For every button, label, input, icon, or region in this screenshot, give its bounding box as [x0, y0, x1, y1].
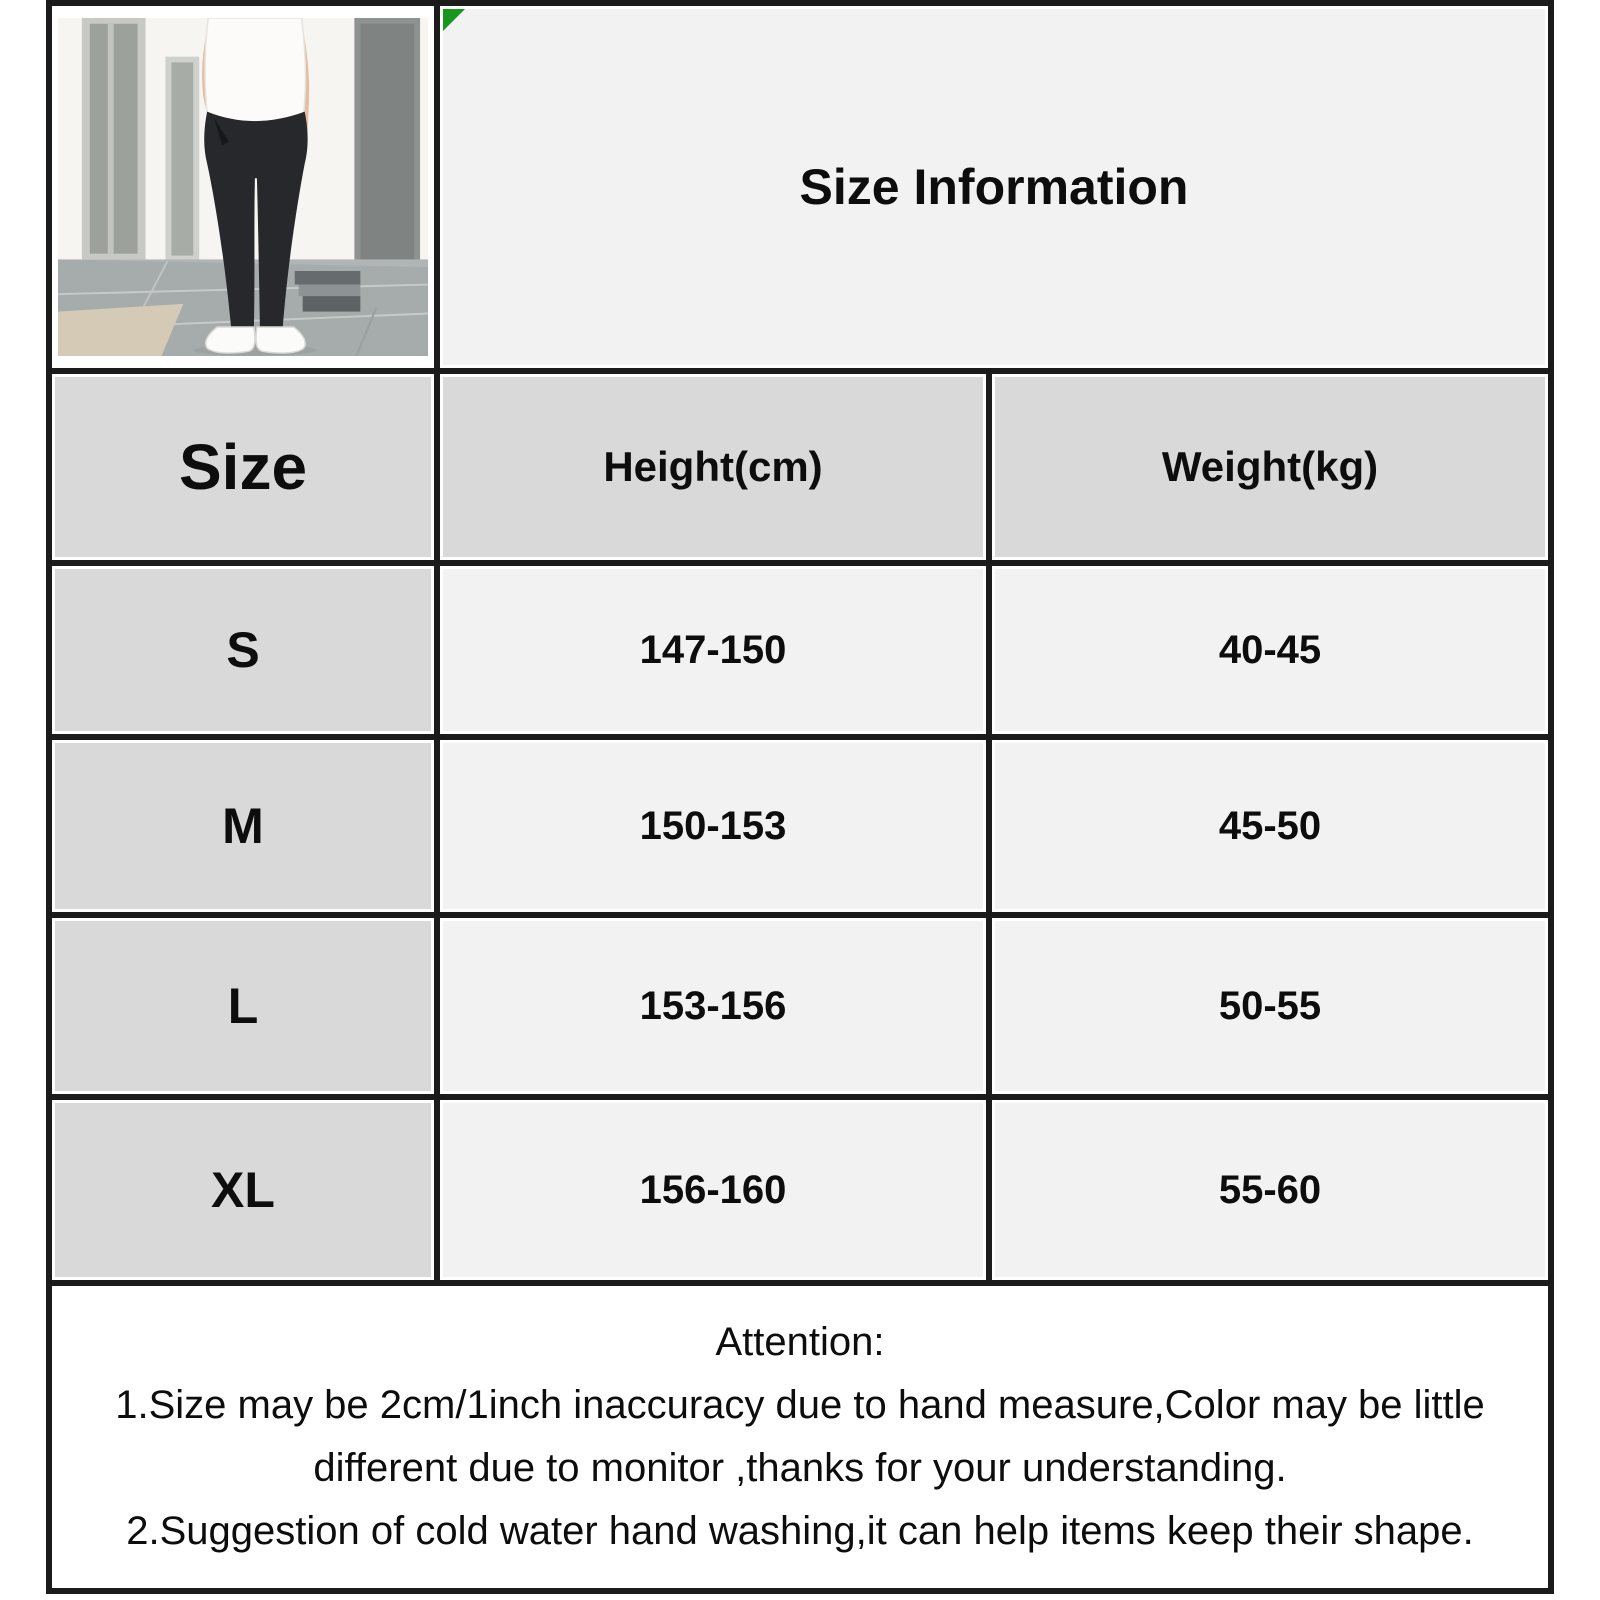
weight-value: 50-55 [989, 915, 1551, 1097]
table-row-xl [49, 1097, 1551, 1283]
attention-heading: Attention: [715, 1319, 885, 1364]
column-header-height: Height(cm) [437, 371, 989, 563]
page-title: Size Information [799, 159, 1189, 215]
weight-value: 55-60 [989, 1097, 1551, 1283]
product-photo [52, 12, 434, 362]
column-header-size: Size [49, 371, 437, 563]
weight-value: 40-45 [989, 563, 1551, 737]
weight-value: 45-50 [989, 737, 1551, 915]
table-row-m [49, 737, 1551, 915]
attention-note [49, 1283, 1551, 1591]
size-value: M [49, 737, 437, 915]
height-value: 150-153 [437, 737, 989, 915]
height-value: 156-160 [437, 1097, 989, 1283]
column-header-weight: Weight(kg) [989, 371, 1551, 563]
table-header-row [49, 371, 1551, 563]
size-value: XL [49, 1097, 437, 1283]
size-table [46, 0, 1554, 1594]
height-value: 147-150 [437, 563, 989, 737]
size-value: S [49, 563, 437, 737]
attention-note-1: 1.Size may be 2cm/1inch inaccuracy due to hand measure,Color may be little different due to monitor ,thanks for your understanding. [115, 1382, 1485, 1490]
height-value: 153-156 [437, 915, 989, 1097]
size-value: L [49, 915, 437, 1097]
product-photo-cell [49, 3, 437, 371]
sheet-title-cell [437, 3, 1551, 371]
attention-row [49, 1283, 1551, 1591]
cell-corner-marker-icon [443, 9, 465, 31]
table-row-s [49, 563, 1551, 737]
model-in-black-pants-illustration [58, 18, 428, 356]
attention-note-2: 2.Suggestion of cold water hand washing,it can help items keep their shape. [126, 1509, 1474, 1554]
top-row [49, 3, 1551, 371]
table-row-l [49, 915, 1551, 1097]
